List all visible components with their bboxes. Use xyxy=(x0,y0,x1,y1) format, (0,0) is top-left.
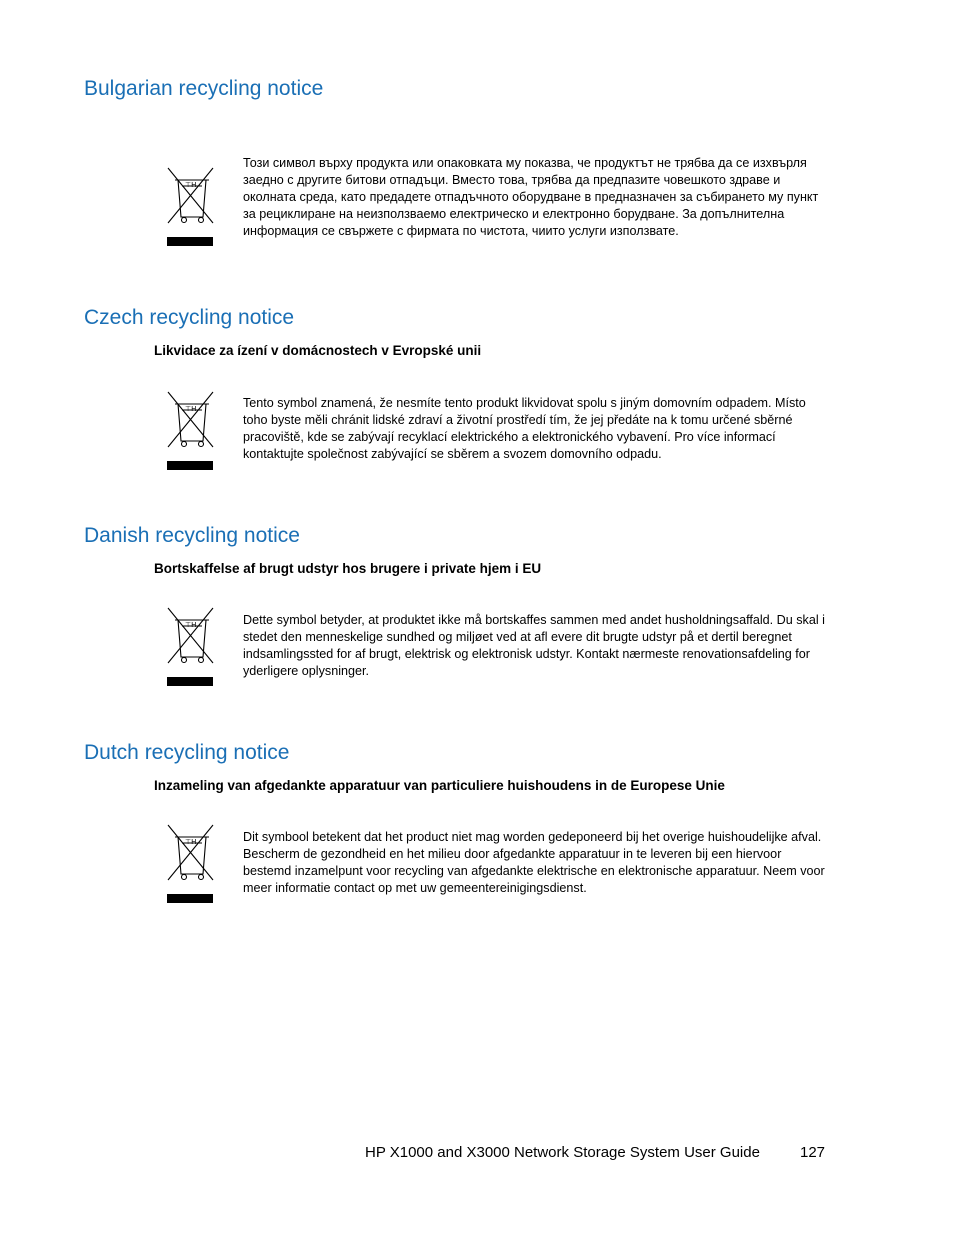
svg-text:⊤H: ⊤H xyxy=(185,621,197,629)
section-subtitle-dutch: Inzameling van afgedankte apparatuur van particuliere huishoudens in de Europese Unie xyxy=(154,778,725,793)
footer-doc-title: HP X1000 and X3000 Network Storage System User Guide xyxy=(365,1144,760,1161)
section-title-danish: Danish recycling notice xyxy=(84,524,300,547)
section-title-bulgarian: Bulgarian recycling notice xyxy=(84,77,324,100)
section-subtitle-czech: Likvidace za ízení v domácnostech v Evropské unii xyxy=(154,343,482,358)
weee-crossed-bin-icon xyxy=(165,605,215,687)
section-subtitle-danish: Bortskaffelse af brugt udstyr hos brugere i private hjem i EU xyxy=(154,561,542,576)
section-title-dutch: Dutch recycling notice xyxy=(84,741,290,764)
notice-text-danish: Dette symbol betyder, at produktet ikke må bortskaffes sammen med andet husholdningsaffald. Du skal i stedet den menneskelige sundhed og miljøet ved at afl evere dit brugte udstyr på et dertil beregnet indsamlingssted for af brugt, elektrisk og elektronisk udstyr. Kontakt nærmeste renovationsafdeling for yderligere oplysninger. xyxy=(243,613,825,678)
svg-text:⊤H: ⊤H xyxy=(185,405,197,413)
page-number: 127 xyxy=(800,1144,826,1161)
weee-crossed-bin-icon xyxy=(165,822,215,904)
weee-crossed-bin-icon xyxy=(165,165,215,247)
notice-text-bulgarian: Този символ върху продукта или опаковката му показва, че продуктът не трябва да се изхвърля заедно с другите битови отпадъци. Вместо това, трябва да предпазите човешкото здраве и околната среда, като предадете отпадъчното оборудване в предназначен за събирането му пункт за рециклиране на неизползваемо електрическо и електронно борудване. За допълнителна информация се свържете с фирмата по чистота, чиито услуги използвате. xyxy=(243,156,819,238)
svg-text:⊤H: ⊤H xyxy=(185,181,197,189)
weee-crossed-bin-icon xyxy=(165,389,215,471)
notice-text-czech: Tento symbol znamená, že nesmíte tento produkt likvidovat spolu s jiným domovním odpadem. Místo toho byste měli chránit lidské zdraví a životní prostředí tím, že jej předáte na k tomu určené sběrné pracoviště, kde se zabývají recyklací elektrického a elektronického vybavení. Pro více informací kontaktujte společnost zabývající se sběrem a svozem domovního odpadu. xyxy=(243,396,806,461)
svg-text:⊤H: ⊤H xyxy=(185,838,197,846)
notice-text-dutch: Dit symbool betekent dat het product niet mag worden gedeponeerd bij het overige huishoudelijke afval. Bescherm de gezondheid en het milieu door afgedankte apparatuur in te leveren bij een hiervoor bestemd inzamelpunt voor recycling van afgedankte elektrische en elektronische apparatuur. Neem voor meer informatie contact op met uw gemeentereinigingsdienst. xyxy=(243,830,825,895)
section-title-czech: Czech recycling notice xyxy=(84,306,295,329)
